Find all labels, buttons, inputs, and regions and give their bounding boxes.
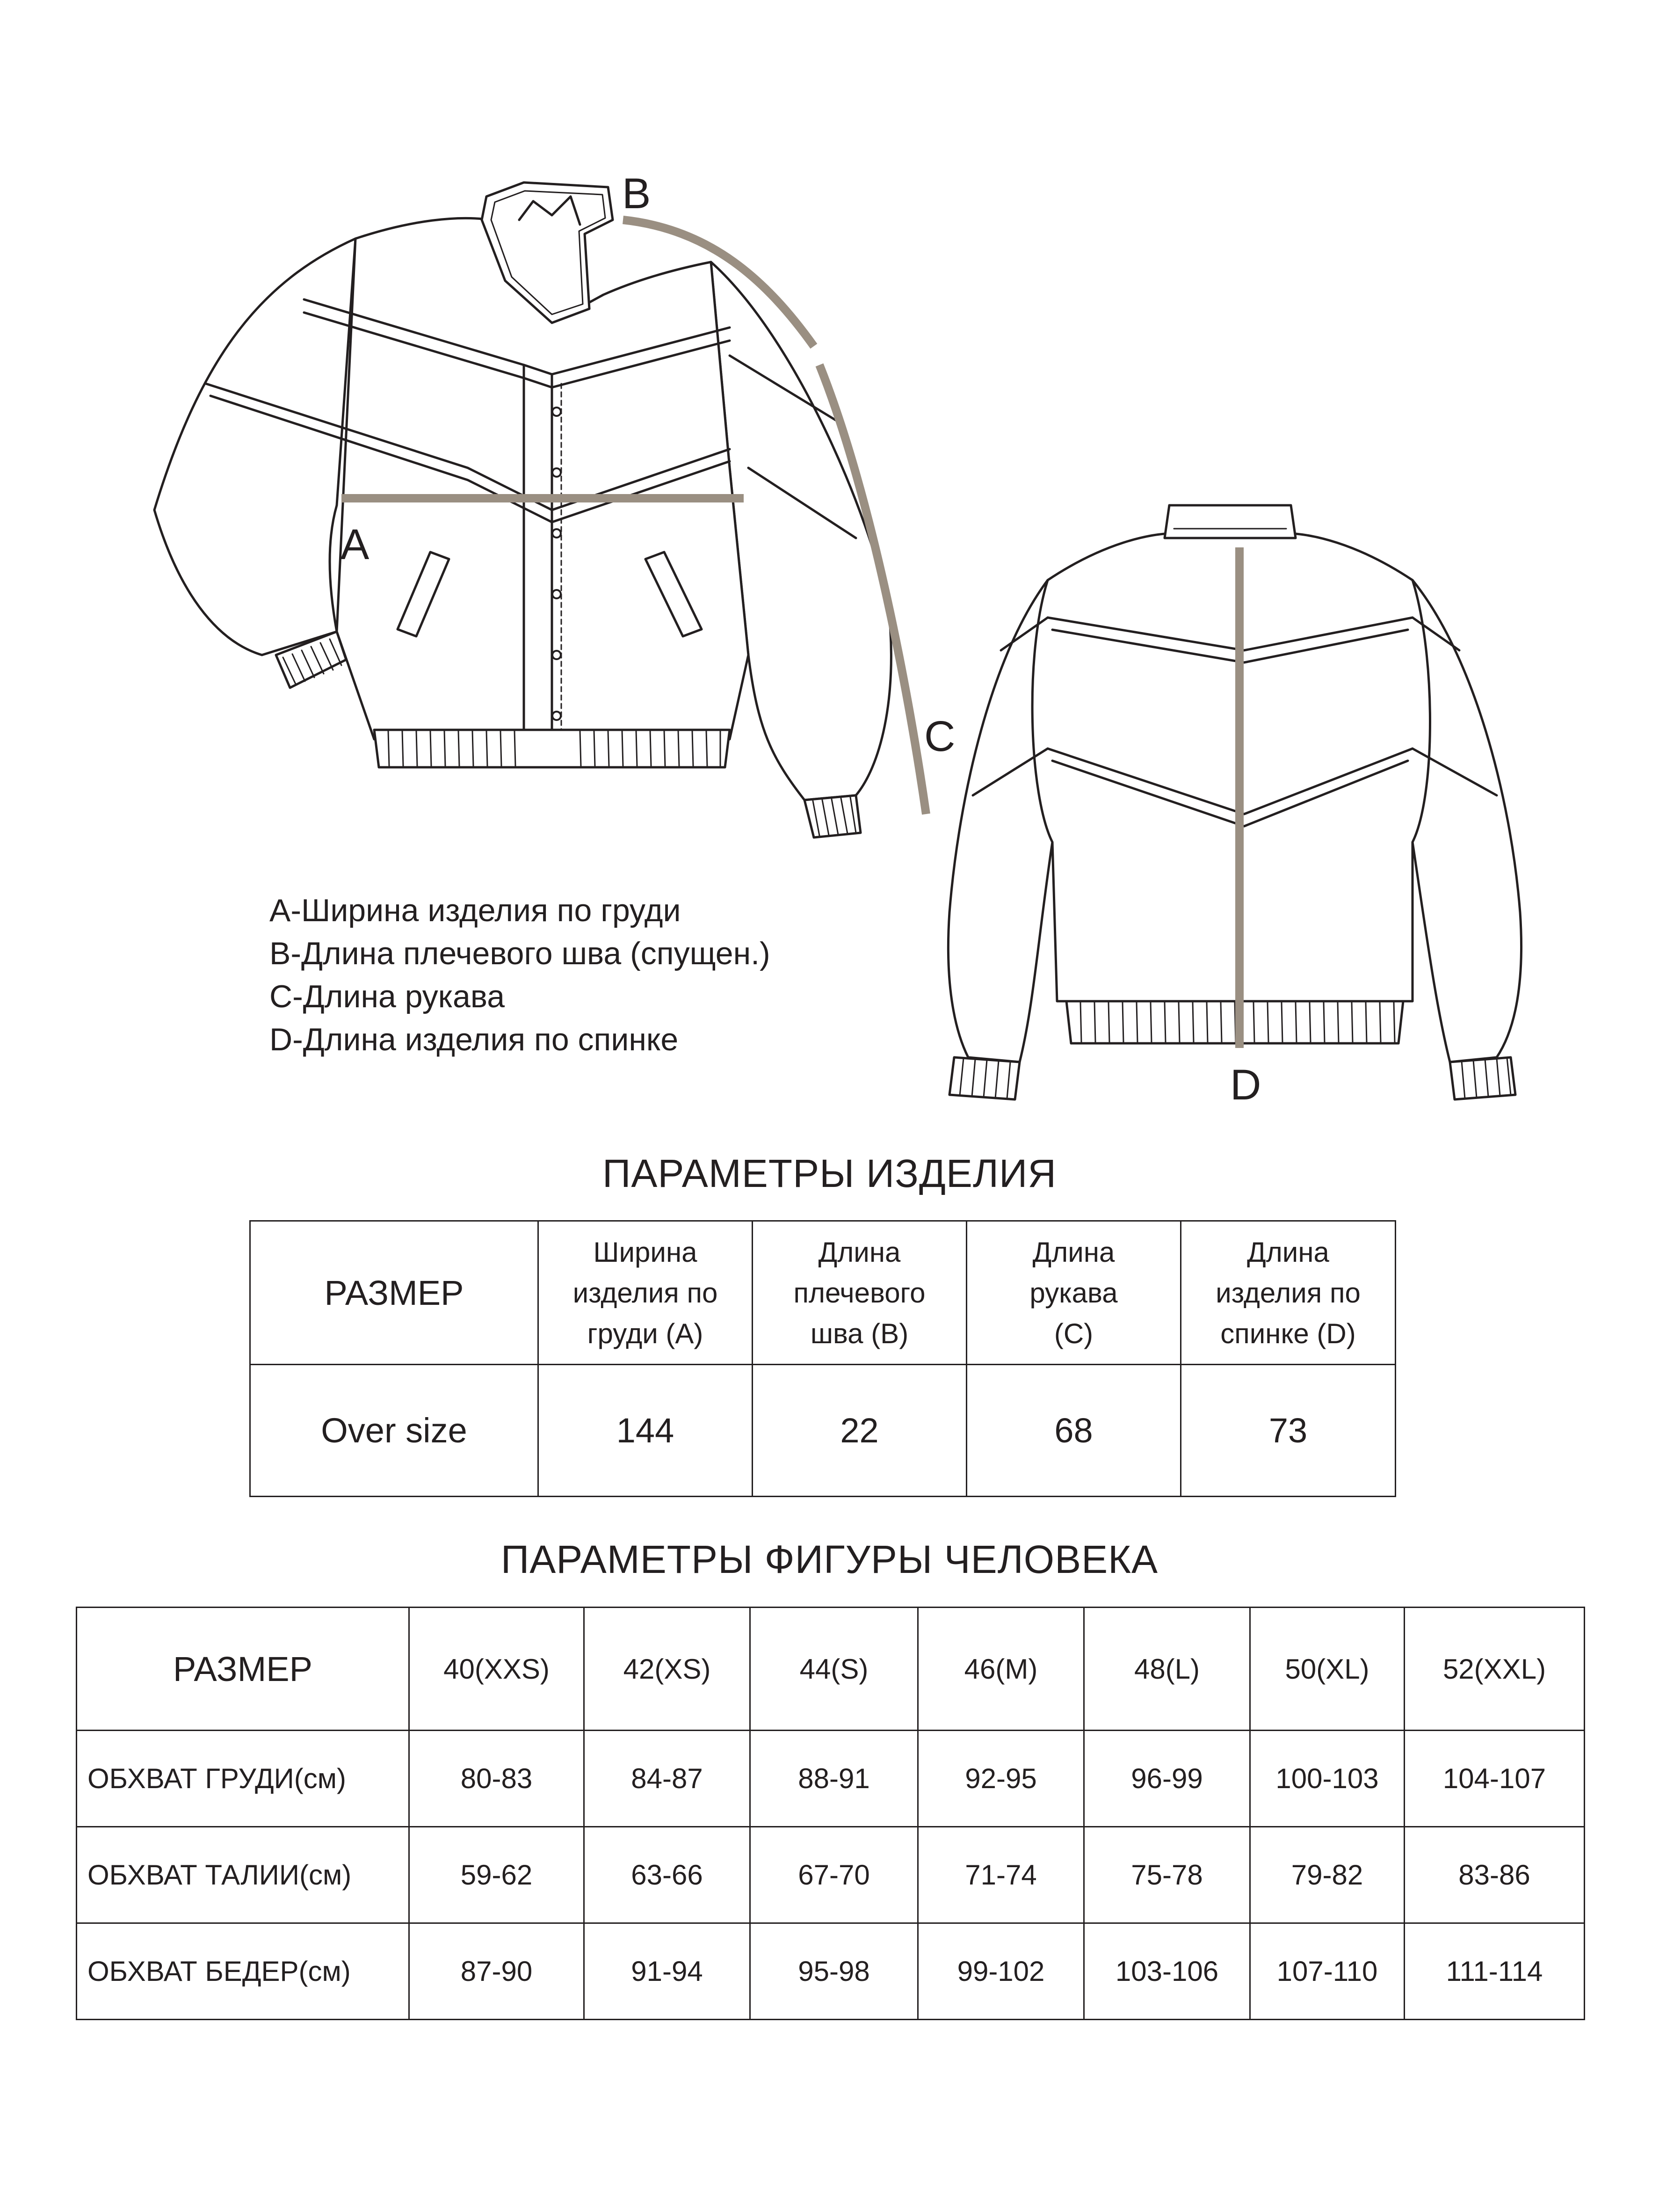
table-cell: 107-110	[1250, 1923, 1405, 2020]
table-cell: 75-78	[1084, 1827, 1250, 1923]
table-cell: 59-62	[409, 1827, 584, 1923]
row-label-waist: ОБХВАТ ТАЛИИ(см)	[77, 1827, 409, 1923]
table-cell: 87-90	[409, 1923, 584, 2020]
table-row	[77, 1827, 1585, 1923]
table-cell: 92-95	[918, 1731, 1084, 1827]
garment-params-table	[249, 1220, 1396, 1497]
size-col-header: 44(S)	[750, 1608, 918, 1731]
size-col-header: 50(XL)	[1250, 1608, 1405, 1731]
body-params-table	[76, 1607, 1585, 2020]
back-collar	[1165, 505, 1296, 538]
size-header: РАЗМЕР	[77, 1608, 409, 1731]
label-b: B	[622, 170, 651, 218]
measurement-legend	[269, 889, 770, 1061]
table-row	[250, 1221, 1396, 1365]
size-col-header: 46(M)	[918, 1608, 1084, 1731]
chest-width-value: 144	[538, 1365, 753, 1497]
table-row	[250, 1365, 1396, 1497]
table-row	[77, 1608, 1585, 1731]
table-cell: 100-103	[1250, 1731, 1405, 1827]
label-d: D	[1230, 1061, 1261, 1109]
body-params-title: ПАРАМЕТРЫ ФИГУРЫ ЧЕЛОВЕКА	[500, 1537, 1159, 1581]
legend-item-b: B-Длина плечевого шва (спущен.)	[269, 936, 770, 971]
back-length-value: 73	[1181, 1365, 1396, 1497]
table-cell: 84-87	[584, 1731, 750, 1827]
size-col-header: 42(XS)	[584, 1608, 750, 1731]
back-body	[1032, 533, 1430, 1001]
header-shoulder-length: Длина плечевого шва (В)	[753, 1221, 967, 1365]
table-cell: 83-86	[1405, 1827, 1585, 1923]
shoulder-length-value: 22	[753, 1365, 967, 1497]
table-cell: 95-98	[750, 1923, 918, 2020]
table-cell: 99-102	[918, 1923, 1084, 2020]
table-cell: 71-74	[918, 1827, 1084, 1923]
row-label-hips: ОБХВАТ БЕДЕР(см)	[77, 1923, 409, 2020]
label-c: C	[924, 713, 956, 760]
sleeve-length-value: 68	[967, 1365, 1181, 1497]
table-row	[77, 1731, 1585, 1827]
table-cell: 88-91	[750, 1731, 918, 1827]
table-cell: 96-99	[1084, 1731, 1250, 1827]
front-right-sleeve	[711, 262, 891, 800]
table-cell: 91-94	[584, 1923, 750, 2020]
table-row	[77, 1923, 1585, 2020]
table-cell: 63-66	[584, 1827, 750, 1923]
back-right-cuff	[1450, 1057, 1515, 1099]
row-label-chest: ОБХВАТ ГРУДИ(см)	[77, 1731, 409, 1827]
front-left-sleeve	[154, 239, 355, 655]
table-cell: 111-114	[1405, 1923, 1585, 2020]
size-col-header: 52(XXL)	[1405, 1608, 1585, 1731]
size-header: РАЗМЕР	[250, 1221, 538, 1365]
table-cell: 80-83	[409, 1731, 584, 1827]
front-hem-band	[374, 730, 730, 767]
size-col-header: 48(L)	[1084, 1608, 1250, 1731]
table-cell: 104-107	[1405, 1731, 1585, 1827]
back-right-sleeve	[1413, 580, 1521, 1062]
legend-item-c: C-Длина рукава	[269, 979, 505, 1014]
header-chest-width: Ширина изделия по груди (А)	[538, 1221, 753, 1365]
table-cell: 79-82	[1250, 1827, 1405, 1923]
label-a: A	[340, 521, 369, 568]
size-value: Over size	[250, 1365, 538, 1497]
header-back-length: Длина изделия по спинке (D)	[1181, 1221, 1396, 1365]
legend-item-a: A-Ширина изделия по груди	[269, 893, 681, 928]
garment-params-title: ПАРАМЕТРЫ ИЗДЕЛИЯ	[602, 1151, 1057, 1195]
back-jacket-sketch	[948, 505, 1521, 1099]
size-col-header: 40(XXS)	[409, 1608, 584, 1731]
table-cell: 103-106	[1084, 1923, 1250, 2020]
front-jacket-sketch	[154, 182, 891, 837]
legend-item-d: D-Длина изделия по спинке	[269, 1022, 679, 1057]
header-sleeve-length: Длина рукава (С)	[967, 1221, 1181, 1365]
table-cell: 67-70	[750, 1827, 918, 1923]
